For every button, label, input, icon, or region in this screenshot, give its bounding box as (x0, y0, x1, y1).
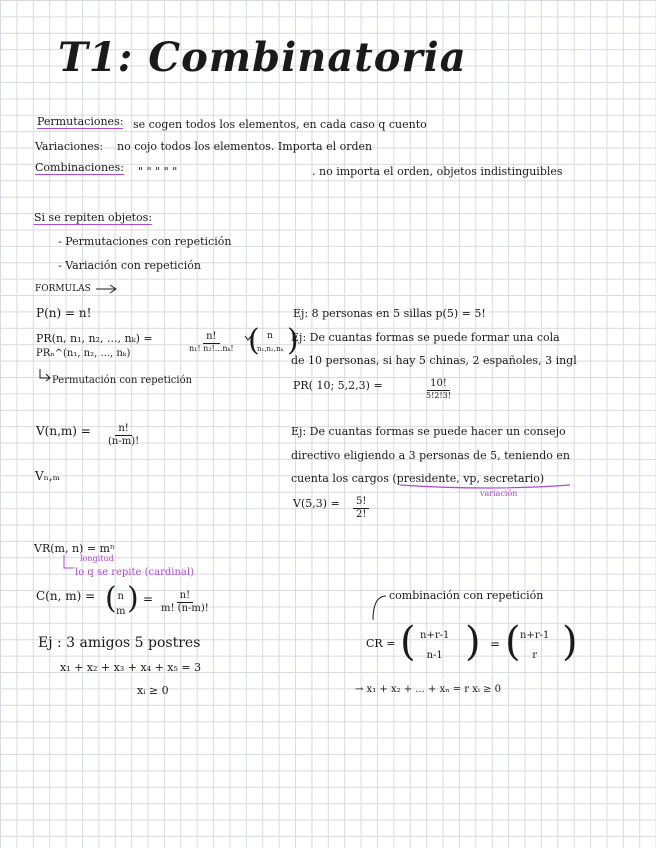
variation-lhs: V(n,m) = (36, 424, 91, 438)
multinomial-top: n (267, 331, 273, 341)
variation-alt: Vₙ,ₘ (35, 469, 61, 483)
comb-fraction (158, 590, 212, 614)
pr-note: Permutación con repetición (52, 375, 193, 386)
example-3-line-1: Ej: De cuantas formas se puede hacer un consejo (291, 425, 566, 438)
pr-lhs: PR(n, n₁, n₂, ..., nₖ) = (36, 332, 153, 345)
cr-binom2-bottom: r (532, 650, 538, 661)
example-3-fraction (353, 496, 369, 520)
comb-binom-top: n (117, 591, 124, 602)
comb-equals: = (143, 592, 154, 606)
comb-binom-left-paren: ( (105, 581, 117, 616)
comb-binom-right-paren: ) (127, 581, 139, 616)
variation-repetition: VR(m, n) = mⁿ (34, 542, 115, 555)
cr-equals: = (490, 637, 501, 651)
example-3-note: variación (480, 489, 518, 498)
cr-lhs: CR = (366, 637, 396, 650)
comb-denominator: m! (n-m)! (161, 602, 209, 614)
example-1: Ej: 8 personas en 5 sillas p(5) = 5! (293, 307, 486, 320)
multinomial-left-paren: ( (248, 323, 260, 358)
comb-term: Combinaciones: (35, 161, 124, 174)
pr-denominator: n₁! n₂!...nₖ! (189, 343, 234, 353)
example-2-fraction (423, 378, 454, 400)
perm-formula: P(n) = n! (36, 306, 92, 320)
var-term: Variaciones: (35, 140, 104, 153)
cr-label: combinación con repetición (389, 589, 544, 602)
hook-arrow-icon (38, 368, 52, 382)
example-2-denominator: 5!2!3! (426, 390, 451, 400)
example-2-pr: PR( 10; 5,2,3) = (293, 379, 383, 392)
formulas-label: FORMULAS (35, 284, 91, 294)
perm-text: se cogen todos los elementos, en cada caso q cuento (133, 118, 427, 131)
repeat-heading: Si se repiten objetos: (34, 211, 153, 224)
example-2-line-2: de 10 personas, si hay 5 chinas, 2 españoles, 3 ingl (291, 354, 577, 367)
var-text: no cojo todos los elementos. Importa el orden (117, 140, 373, 153)
bottom-equation: x₁ + x₂ + x₃ + x₄ + x₅ = 3 (60, 661, 202, 674)
cr-binomial-1 (420, 626, 449, 666)
example-3-lhs: V(5,3) = (293, 497, 340, 510)
repeat-item-var: - Variación con repetición (58, 259, 201, 272)
cr-binomial-2 (520, 626, 549, 666)
bottom-constraint: xᵢ ≥ 0 (137, 684, 169, 697)
multinomial-coefficient (257, 330, 283, 354)
pr-alt-notation: PRₙ^(n₁, n₂, ..., nₖ) (36, 348, 131, 359)
comb-text: . no importa el orden, objetos indistinguibles (312, 165, 563, 178)
cr-binom1-top: n+r-1 (420, 630, 450, 641)
example-3-denominator: 2! (356, 508, 367, 520)
note-arrow-icon (60, 554, 76, 574)
repeat-item-perm: - Permutaciones con repetición (58, 235, 232, 248)
example-2-numerator: 10! (427, 378, 450, 391)
variation-denominator: (n-m)! (108, 435, 140, 447)
example-3-line-2: directivo eligiendo a 3 personas de 5, teniendo en (291, 449, 570, 462)
variation-fraction (105, 423, 142, 447)
combination-lhs: C(n, m) = (36, 589, 96, 603)
example-3-numerator: 5! (353, 496, 369, 509)
comb-binomial (116, 589, 125, 619)
multinomial-right-paren: ) (287, 323, 299, 358)
pr-fraction (186, 331, 237, 353)
perm-term: Permutaciones: (37, 115, 124, 128)
comb-numerator: n! (177, 590, 193, 603)
pr-numerator: n! (203, 331, 219, 344)
example-2-line-1: Ej: De cuantas formas se puede formar una cola (291, 331, 560, 344)
cr-binom1-bottom: n-1 (426, 650, 443, 661)
comb-binom-bottom: m (116, 606, 126, 617)
cr-binom1-right-paren: ) (465, 619, 481, 665)
vr-note-length: longitud (80, 554, 114, 563)
variation-numerator: n! (115, 423, 131, 436)
comb-ditto: " " " " " (138, 165, 178, 178)
formulas-arrow-icon (95, 284, 119, 294)
cr-binom2-right-paren: ) (562, 619, 578, 665)
example-3-line-3: cuenta los cargos (presidente, vp, secretario) (291, 472, 545, 485)
cr-binom2-top: n+r-1 (520, 630, 550, 641)
bottom-example-label: Ej : 3 amigos 5 postres (38, 635, 201, 651)
page-title: T1: Combinatoria (58, 34, 467, 81)
vr-note-cardinal: lo q se repite (cardinal) (75, 567, 194, 578)
cr-binom2-left-paren: ( (505, 619, 521, 665)
multinomial-bottom: n₁,n₂,nₖ (257, 344, 284, 353)
cr-equation: → x₁ + x₂ + ... + xₙ = r xᵢ ≥ 0 (355, 684, 502, 695)
cr-arrow-icon (369, 590, 389, 624)
cr-binom1-left-paren: ( (400, 619, 416, 665)
